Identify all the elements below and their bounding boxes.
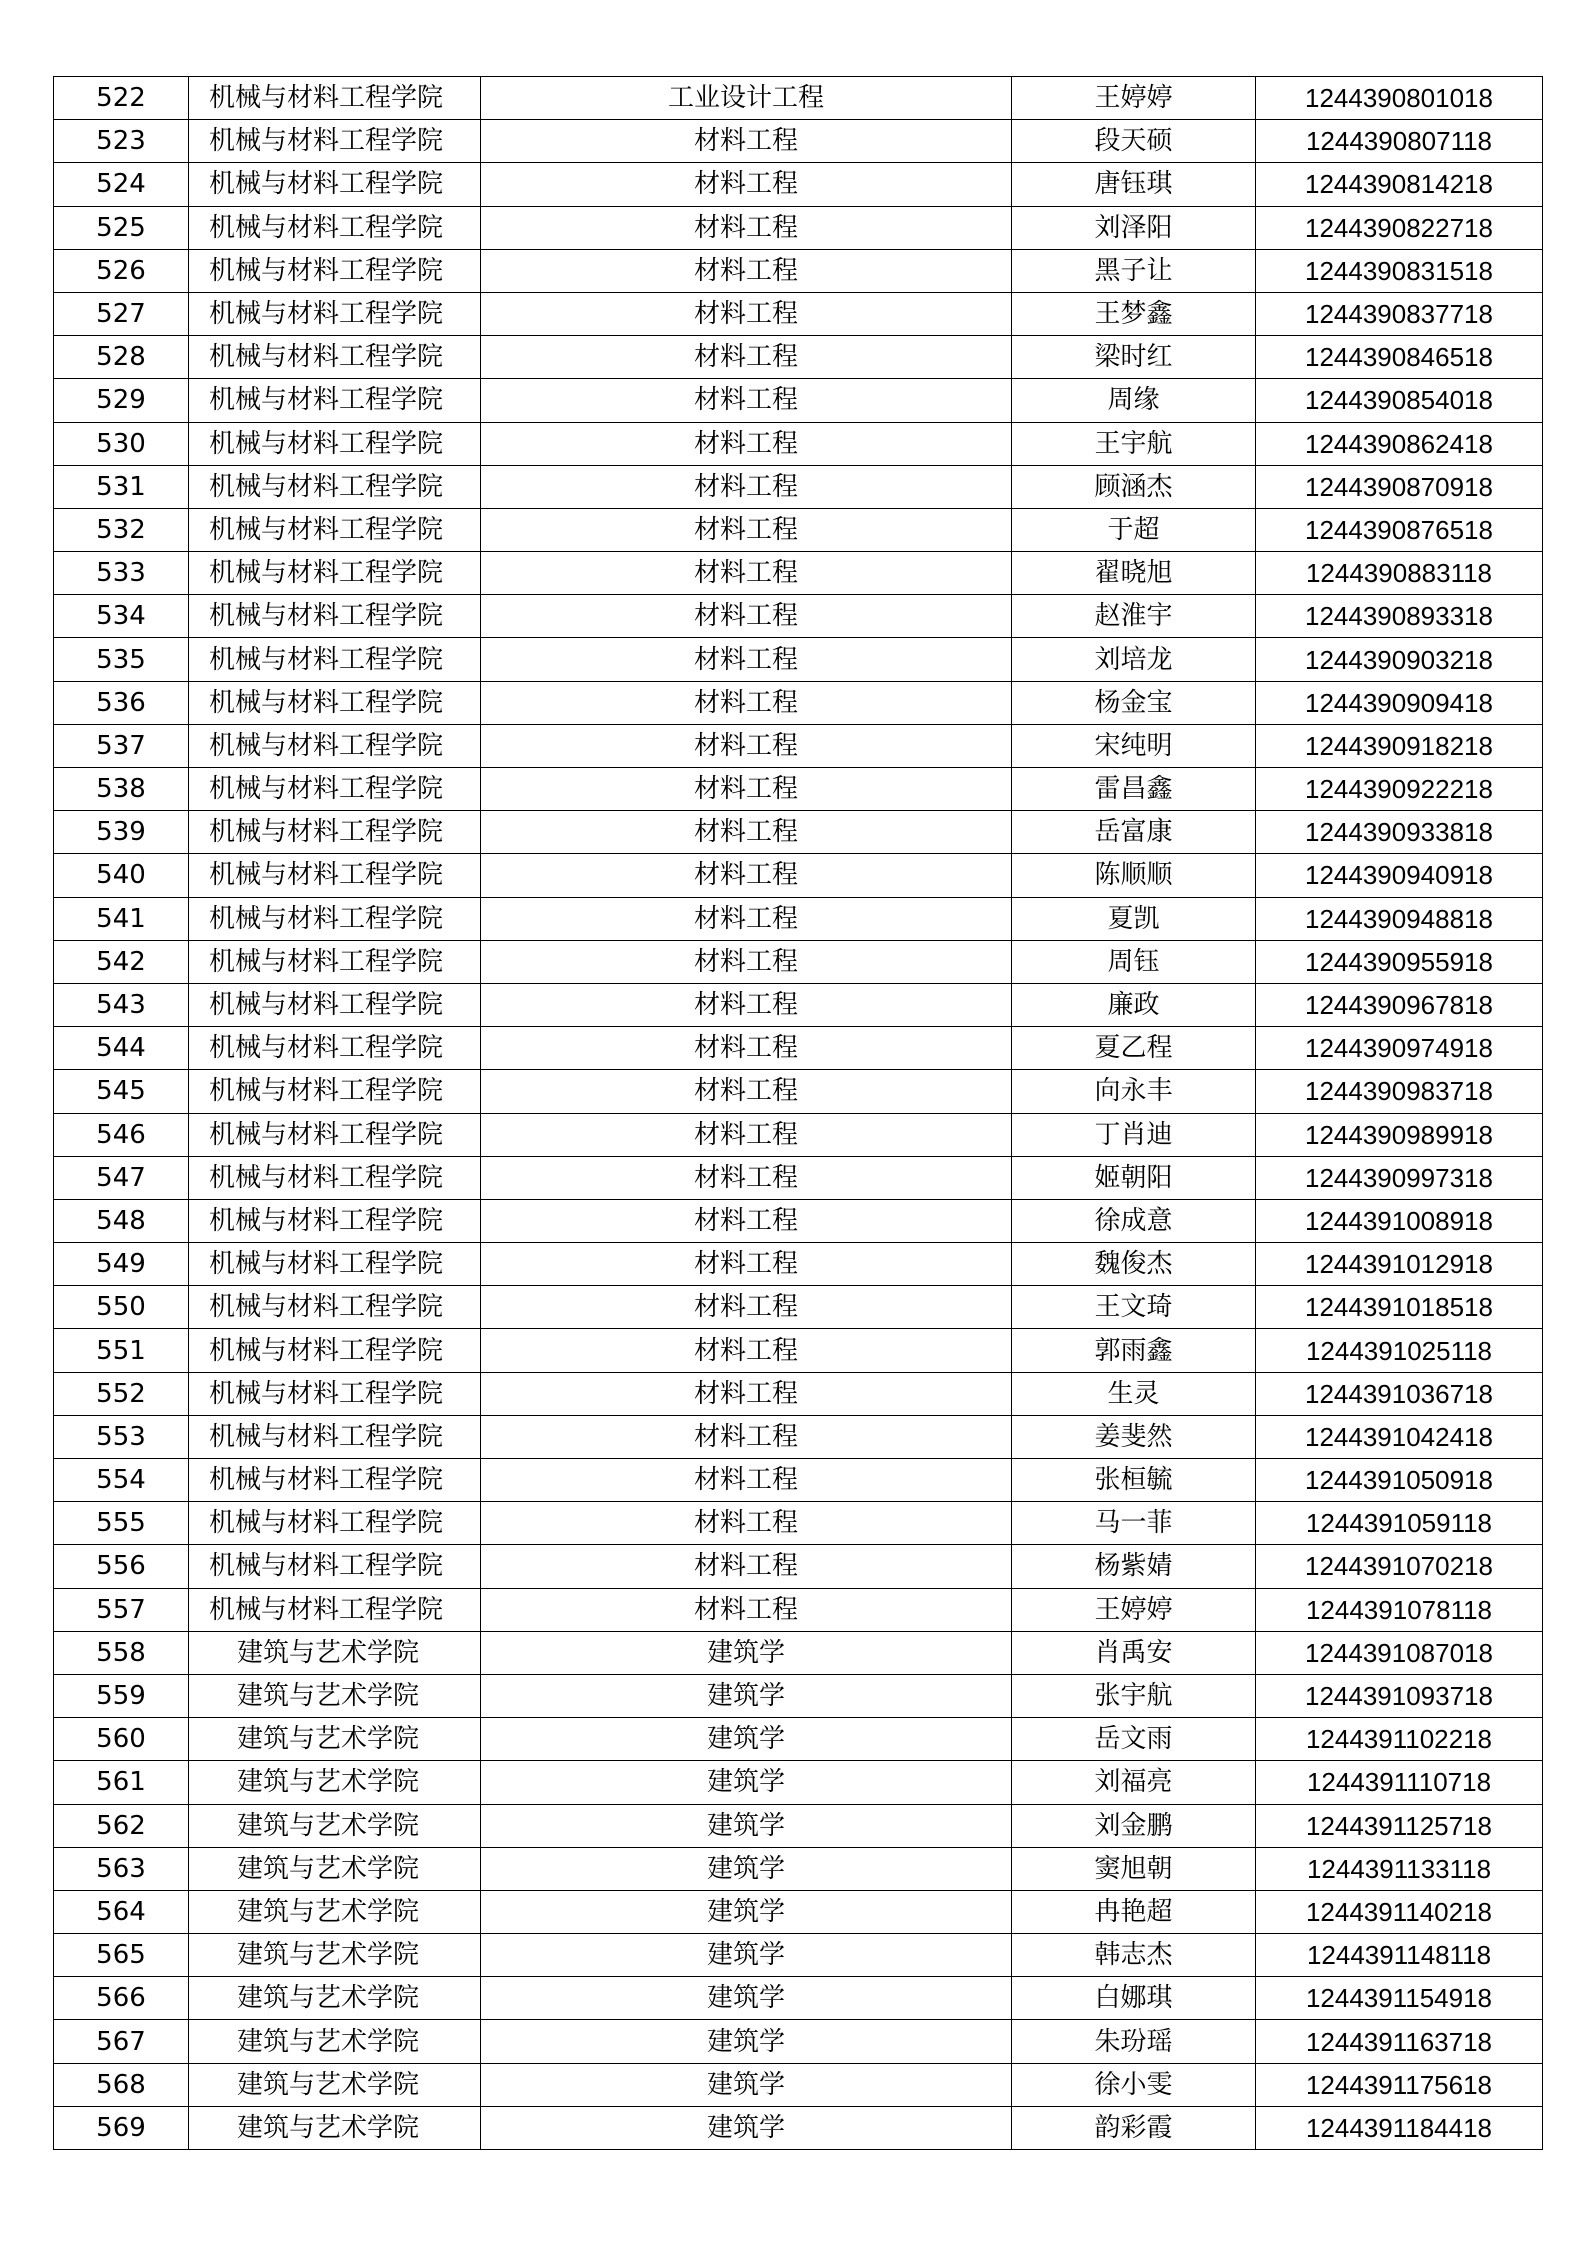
table-row xyxy=(54,1761,1543,1804)
name-cell: 徐小雯 xyxy=(1012,2063,1256,2106)
name-cell: 雷昌鑫 xyxy=(1012,768,1256,811)
exam-id-cell: 1244390948818 xyxy=(1256,897,1543,940)
college-cell: 机械与材料工程学院 xyxy=(189,1588,481,1631)
table-row xyxy=(54,2106,1543,2149)
table-row xyxy=(54,120,1543,163)
college-cell: 建筑与艺术学院 xyxy=(189,1934,481,1977)
row-number-cell: 524 xyxy=(54,163,189,206)
table-row xyxy=(54,1847,1543,1890)
college-cell: 机械与材料工程学院 xyxy=(189,292,481,335)
college-cell: 机械与材料工程学院 xyxy=(189,940,481,983)
college-cell: 机械与材料工程学院 xyxy=(189,422,481,465)
row-number-cell: 536 xyxy=(54,681,189,724)
table-row xyxy=(54,1243,1543,1286)
table-row xyxy=(54,638,1543,681)
college-cell: 建筑与艺术学院 xyxy=(189,1847,481,1890)
name-cell: 周缘 xyxy=(1012,379,1256,422)
exam-id-cell: 1244390983718 xyxy=(1256,1070,1543,1113)
exam-id-cell: 1244391012918 xyxy=(1256,1243,1543,1286)
name-cell: 岳文雨 xyxy=(1012,1718,1256,1761)
name-cell: 王文琦 xyxy=(1012,1286,1256,1329)
major-cell: 建筑学 xyxy=(481,1890,1012,1933)
name-cell: 刘泽阳 xyxy=(1012,206,1256,249)
name-cell: 廉政 xyxy=(1012,983,1256,1026)
row-number-cell: 563 xyxy=(54,1847,189,1890)
row-number-cell: 533 xyxy=(54,552,189,595)
table-row xyxy=(54,1415,1543,1458)
major-cell: 建筑学 xyxy=(481,1934,1012,1977)
college-cell: 机械与材料工程学院 xyxy=(189,465,481,508)
name-cell: 杨紫婧 xyxy=(1012,1545,1256,1588)
exam-id-cell: 1244391050918 xyxy=(1256,1459,1543,1502)
table-row xyxy=(54,983,1543,1026)
major-cell: 材料工程 xyxy=(481,724,1012,767)
exam-id-cell: 1244390955918 xyxy=(1256,940,1543,983)
table-row xyxy=(54,1502,1543,1545)
exam-id-cell: 1244390854018 xyxy=(1256,379,1543,422)
name-cell: 段天硕 xyxy=(1012,120,1256,163)
exam-id-cell: 1244390893318 xyxy=(1256,595,1543,638)
major-cell: 材料工程 xyxy=(481,163,1012,206)
exam-id-cell: 1244391102218 xyxy=(1256,1718,1543,1761)
row-number-cell: 526 xyxy=(54,249,189,292)
row-number-cell: 556 xyxy=(54,1545,189,1588)
college-cell: 机械与材料工程学院 xyxy=(189,1156,481,1199)
row-number-cell: 566 xyxy=(54,1977,189,2020)
exam-id-cell: 1244390814218 xyxy=(1256,163,1543,206)
name-cell: 韵彩霞 xyxy=(1012,2106,1256,2149)
major-cell: 材料工程 xyxy=(481,1459,1012,1502)
table-row xyxy=(54,1113,1543,1156)
row-number-cell: 523 xyxy=(54,120,189,163)
exam-id-cell: 1244391093718 xyxy=(1256,1674,1543,1717)
college-cell: 机械与材料工程学院 xyxy=(189,552,481,595)
major-cell: 材料工程 xyxy=(481,1329,1012,1372)
table-row xyxy=(54,1329,1543,1372)
exam-id-cell: 1244391140218 xyxy=(1256,1890,1543,1933)
college-cell: 机械与材料工程学院 xyxy=(189,681,481,724)
name-cell: 朱玢瑶 xyxy=(1012,2020,1256,2063)
table-row xyxy=(54,508,1543,551)
name-cell: 王宇航 xyxy=(1012,422,1256,465)
table-row xyxy=(54,77,1543,120)
exam-id-cell: 1244390807118 xyxy=(1256,120,1543,163)
row-number-cell: 535 xyxy=(54,638,189,681)
table-row xyxy=(54,552,1543,595)
major-cell: 材料工程 xyxy=(481,811,1012,854)
table-row xyxy=(54,1372,1543,1415)
row-number-cell: 547 xyxy=(54,1156,189,1199)
exam-id-cell: 1244390918218 xyxy=(1256,724,1543,767)
table-row xyxy=(54,1199,1543,1242)
college-cell: 建筑与艺术学院 xyxy=(189,1977,481,2020)
college-cell: 机械与材料工程学院 xyxy=(189,249,481,292)
row-number-cell: 550 xyxy=(54,1286,189,1329)
table-row xyxy=(54,163,1543,206)
name-cell: 王婷婷 xyxy=(1012,1588,1256,1631)
table-row xyxy=(54,1027,1543,1070)
college-cell: 机械与材料工程学院 xyxy=(189,1286,481,1329)
table-row xyxy=(54,1674,1543,1717)
row-number-cell: 551 xyxy=(54,1329,189,1372)
major-cell: 材料工程 xyxy=(481,897,1012,940)
name-cell: 魏俊杰 xyxy=(1012,1243,1256,1286)
college-cell: 机械与材料工程学院 xyxy=(189,206,481,249)
exam-id-cell: 1244390801018 xyxy=(1256,77,1543,120)
row-number-cell: 555 xyxy=(54,1502,189,1545)
college-cell: 机械与材料工程学院 xyxy=(189,1415,481,1458)
table-row xyxy=(54,249,1543,292)
name-cell: 徐成意 xyxy=(1012,1199,1256,1242)
name-cell: 马一菲 xyxy=(1012,1502,1256,1545)
exam-id-cell: 1244390909418 xyxy=(1256,681,1543,724)
table-row xyxy=(54,1934,1543,1977)
college-cell: 机械与材料工程学院 xyxy=(189,379,481,422)
major-cell: 材料工程 xyxy=(481,379,1012,422)
exam-id-cell: 1244391070218 xyxy=(1256,1545,1543,1588)
table-row xyxy=(54,854,1543,897)
major-cell: 材料工程 xyxy=(481,508,1012,551)
college-cell: 机械与材料工程学院 xyxy=(189,1199,481,1242)
major-cell: 材料工程 xyxy=(481,206,1012,249)
name-cell: 冉艳超 xyxy=(1012,1890,1256,1933)
row-number-cell: 562 xyxy=(54,1804,189,1847)
row-number-cell: 525 xyxy=(54,206,189,249)
major-cell: 材料工程 xyxy=(481,768,1012,811)
student-list-table xyxy=(53,76,1543,2150)
name-cell: 夏凯 xyxy=(1012,897,1256,940)
name-cell: 刘培龙 xyxy=(1012,638,1256,681)
name-cell: 王梦鑫 xyxy=(1012,292,1256,335)
row-number-cell: 546 xyxy=(54,1113,189,1156)
row-number-cell: 558 xyxy=(54,1631,189,1674)
name-cell: 向永丰 xyxy=(1012,1070,1256,1113)
exam-id-cell: 1244391125718 xyxy=(1256,1804,1543,1847)
college-cell: 机械与材料工程学院 xyxy=(189,1545,481,1588)
college-cell: 机械与材料工程学院 xyxy=(189,1502,481,1545)
exam-id-cell: 1244391059118 xyxy=(1256,1502,1543,1545)
name-cell: 郭雨鑫 xyxy=(1012,1329,1256,1372)
table-row xyxy=(54,1631,1543,1674)
major-cell: 材料工程 xyxy=(481,1199,1012,1242)
table-row xyxy=(54,465,1543,508)
major-cell: 材料工程 xyxy=(481,465,1012,508)
exam-id-cell: 1244391087018 xyxy=(1256,1631,1543,1674)
major-cell: 材料工程 xyxy=(481,422,1012,465)
name-cell: 姬朝阳 xyxy=(1012,1156,1256,1199)
row-number-cell: 529 xyxy=(54,379,189,422)
table-row xyxy=(54,422,1543,465)
exam-id-cell: 1244391148118 xyxy=(1256,1934,1543,1977)
major-cell: 建筑学 xyxy=(481,1761,1012,1804)
college-cell: 机械与材料工程学院 xyxy=(189,1070,481,1113)
table-row xyxy=(54,1890,1543,1933)
college-cell: 机械与材料工程学院 xyxy=(189,77,481,120)
college-cell: 机械与材料工程学院 xyxy=(189,1372,481,1415)
major-cell: 建筑学 xyxy=(481,1977,1012,2020)
name-cell: 翟晓旭 xyxy=(1012,552,1256,595)
row-number-cell: 561 xyxy=(54,1761,189,1804)
exam-id-cell: 1244391184418 xyxy=(1256,2106,1543,2149)
name-cell: 生灵 xyxy=(1012,1372,1256,1415)
major-cell: 建筑学 xyxy=(481,2020,1012,2063)
major-cell: 材料工程 xyxy=(481,1372,1012,1415)
name-cell: 窦旭朝 xyxy=(1012,1847,1256,1890)
name-cell: 刘福亮 xyxy=(1012,1761,1256,1804)
exam-id-cell: 1244390870918 xyxy=(1256,465,1543,508)
name-cell: 赵淮宇 xyxy=(1012,595,1256,638)
college-cell: 机械与材料工程学院 xyxy=(189,811,481,854)
major-cell: 建筑学 xyxy=(481,2106,1012,2149)
row-number-cell: 538 xyxy=(54,768,189,811)
name-cell: 白娜琪 xyxy=(1012,1977,1256,2020)
table-row xyxy=(54,1156,1543,1199)
major-cell: 材料工程 xyxy=(481,552,1012,595)
row-number-cell: 527 xyxy=(54,292,189,335)
row-number-cell: 559 xyxy=(54,1674,189,1717)
college-cell: 机械与材料工程学院 xyxy=(189,897,481,940)
college-cell: 机械与材料工程学院 xyxy=(189,1113,481,1156)
college-cell: 建筑与艺术学院 xyxy=(189,1804,481,1847)
major-cell: 材料工程 xyxy=(481,1027,1012,1070)
exam-id-cell: 1244391018518 xyxy=(1256,1286,1543,1329)
table-row xyxy=(54,379,1543,422)
college-cell: 机械与材料工程学院 xyxy=(189,120,481,163)
row-number-cell: 532 xyxy=(54,508,189,551)
name-cell: 丁肖迪 xyxy=(1012,1113,1256,1156)
college-cell: 机械与材料工程学院 xyxy=(189,595,481,638)
row-number-cell: 542 xyxy=(54,940,189,983)
name-cell: 肖禹安 xyxy=(1012,1631,1256,1674)
row-number-cell: 544 xyxy=(54,1027,189,1070)
college-cell: 机械与材料工程学院 xyxy=(189,638,481,681)
name-cell: 韩志杰 xyxy=(1012,1934,1256,1977)
college-cell: 建筑与艺术学院 xyxy=(189,2106,481,2149)
row-number-cell: 537 xyxy=(54,724,189,767)
name-cell: 宋纯明 xyxy=(1012,724,1256,767)
major-cell: 材料工程 xyxy=(481,292,1012,335)
row-number-cell: 534 xyxy=(54,595,189,638)
exam-id-cell: 1244390822718 xyxy=(1256,206,1543,249)
major-cell: 材料工程 xyxy=(481,1156,1012,1199)
college-cell: 建筑与艺术学院 xyxy=(189,1674,481,1717)
row-number-cell: 567 xyxy=(54,2020,189,2063)
name-cell: 于超 xyxy=(1012,508,1256,551)
college-cell: 建筑与艺术学院 xyxy=(189,2063,481,2106)
table-row xyxy=(54,1286,1543,1329)
name-cell: 王婷婷 xyxy=(1012,77,1256,120)
table-row xyxy=(54,811,1543,854)
exam-id-cell: 1244390922218 xyxy=(1256,768,1543,811)
table-body xyxy=(54,77,1543,2150)
major-cell: 工业设计工程 xyxy=(481,77,1012,120)
major-cell: 材料工程 xyxy=(481,638,1012,681)
major-cell: 材料工程 xyxy=(481,120,1012,163)
name-cell: 张宇航 xyxy=(1012,1674,1256,1717)
major-cell: 材料工程 xyxy=(481,1243,1012,1286)
exam-id-cell: 1244390831518 xyxy=(1256,249,1543,292)
row-number-cell: 564 xyxy=(54,1890,189,1933)
exam-id-cell: 1244391110718 xyxy=(1256,1761,1543,1804)
row-number-cell: 554 xyxy=(54,1459,189,1502)
major-cell: 材料工程 xyxy=(481,595,1012,638)
row-number-cell: 560 xyxy=(54,1718,189,1761)
name-cell: 夏乙程 xyxy=(1012,1027,1256,1070)
major-cell: 材料工程 xyxy=(481,854,1012,897)
row-number-cell: 528 xyxy=(54,336,189,379)
row-number-cell: 539 xyxy=(54,811,189,854)
table-row xyxy=(54,206,1543,249)
exam-id-cell: 1244391133118 xyxy=(1256,1847,1543,1890)
exam-id-cell: 1244391154918 xyxy=(1256,1977,1543,2020)
major-cell: 材料工程 xyxy=(481,1502,1012,1545)
college-cell: 机械与材料工程学院 xyxy=(189,768,481,811)
major-cell: 建筑学 xyxy=(481,2063,1012,2106)
college-cell: 建筑与艺术学院 xyxy=(189,1631,481,1674)
table-row xyxy=(54,292,1543,335)
table-row xyxy=(54,2020,1543,2063)
table-row xyxy=(54,1070,1543,1113)
table-row xyxy=(54,1459,1543,1502)
exam-id-cell: 1244390974918 xyxy=(1256,1027,1543,1070)
exam-id-cell: 1244391042418 xyxy=(1256,1415,1543,1458)
name-cell: 黑子让 xyxy=(1012,249,1256,292)
row-number-cell: 540 xyxy=(54,854,189,897)
major-cell: 材料工程 xyxy=(481,940,1012,983)
major-cell: 材料工程 xyxy=(481,1588,1012,1631)
exam-id-cell: 1244391008918 xyxy=(1256,1199,1543,1242)
college-cell: 机械与材料工程学院 xyxy=(189,1329,481,1372)
name-cell: 唐钰琪 xyxy=(1012,163,1256,206)
row-number-cell: 545 xyxy=(54,1070,189,1113)
name-cell: 顾涵杰 xyxy=(1012,465,1256,508)
row-number-cell: 569 xyxy=(54,2106,189,2149)
exam-id-cell: 1244391036718 xyxy=(1256,1372,1543,1415)
major-cell: 材料工程 xyxy=(481,681,1012,724)
major-cell: 材料工程 xyxy=(481,1113,1012,1156)
name-cell: 张桓毓 xyxy=(1012,1459,1256,1502)
table-row xyxy=(54,1718,1543,1761)
name-cell: 刘金鹏 xyxy=(1012,1804,1256,1847)
college-cell: 机械与材料工程学院 xyxy=(189,336,481,379)
exam-id-cell: 1244391175618 xyxy=(1256,2063,1543,2106)
table-row xyxy=(54,2063,1543,2106)
row-number-cell: 565 xyxy=(54,1934,189,1977)
major-cell: 建筑学 xyxy=(481,1718,1012,1761)
name-cell: 周钰 xyxy=(1012,940,1256,983)
name-cell: 陈顺顺 xyxy=(1012,854,1256,897)
exam-id-cell: 1244390837718 xyxy=(1256,292,1543,335)
table-row xyxy=(54,940,1543,983)
exam-id-cell: 1244390967818 xyxy=(1256,983,1543,1026)
exam-id-cell: 1244390876518 xyxy=(1256,508,1543,551)
major-cell: 材料工程 xyxy=(481,336,1012,379)
college-cell: 建筑与艺术学院 xyxy=(189,1761,481,1804)
college-cell: 机械与材料工程学院 xyxy=(189,1243,481,1286)
exam-id-cell: 1244391163718 xyxy=(1256,2020,1543,2063)
table-row xyxy=(54,336,1543,379)
major-cell: 材料工程 xyxy=(481,1415,1012,1458)
table-row xyxy=(54,1545,1543,1588)
exam-id-cell: 1244390883118 xyxy=(1256,552,1543,595)
major-cell: 建筑学 xyxy=(481,1804,1012,1847)
row-number-cell: 552 xyxy=(54,1372,189,1415)
table-row xyxy=(54,1804,1543,1847)
college-cell: 建筑与艺术学院 xyxy=(189,2020,481,2063)
exam-id-cell: 1244391025118 xyxy=(1256,1329,1543,1372)
table-row xyxy=(54,724,1543,767)
college-cell: 机械与材料工程学院 xyxy=(189,854,481,897)
row-number-cell: 553 xyxy=(54,1415,189,1458)
table-row xyxy=(54,897,1543,940)
exam-id-cell: 1244390997318 xyxy=(1256,1156,1543,1199)
college-cell: 机械与材料工程学院 xyxy=(189,724,481,767)
college-cell: 机械与材料工程学院 xyxy=(189,508,481,551)
row-number-cell: 557 xyxy=(54,1588,189,1631)
major-cell: 材料工程 xyxy=(481,983,1012,1026)
major-cell: 材料工程 xyxy=(481,1070,1012,1113)
row-number-cell: 541 xyxy=(54,897,189,940)
name-cell: 梁时红 xyxy=(1012,336,1256,379)
college-cell: 机械与材料工程学院 xyxy=(189,1459,481,1502)
college-cell: 建筑与艺术学院 xyxy=(189,1890,481,1933)
row-number-cell: 522 xyxy=(54,77,189,120)
major-cell: 建筑学 xyxy=(481,1674,1012,1717)
name-cell: 岳富康 xyxy=(1012,811,1256,854)
row-number-cell: 548 xyxy=(54,1199,189,1242)
row-number-cell: 568 xyxy=(54,2063,189,2106)
table-row xyxy=(54,681,1543,724)
name-cell: 姜斐然 xyxy=(1012,1415,1256,1458)
row-number-cell: 549 xyxy=(54,1243,189,1286)
college-cell: 机械与材料工程学院 xyxy=(189,1027,481,1070)
exam-id-cell: 1244390933818 xyxy=(1256,811,1543,854)
row-number-cell: 531 xyxy=(54,465,189,508)
table-row xyxy=(54,595,1543,638)
college-cell: 建筑与艺术学院 xyxy=(189,1718,481,1761)
row-number-cell: 543 xyxy=(54,983,189,1026)
exam-id-cell: 1244390989918 xyxy=(1256,1113,1543,1156)
row-number-cell: 530 xyxy=(54,422,189,465)
table-row xyxy=(54,1588,1543,1631)
name-cell: 杨金宝 xyxy=(1012,681,1256,724)
major-cell: 材料工程 xyxy=(481,1286,1012,1329)
college-cell: 机械与材料工程学院 xyxy=(189,983,481,1026)
major-cell: 建筑学 xyxy=(481,1631,1012,1674)
exam-id-cell: 1244390940918 xyxy=(1256,854,1543,897)
major-cell: 材料工程 xyxy=(481,249,1012,292)
exam-id-cell: 1244390862418 xyxy=(1256,422,1543,465)
exam-id-cell: 1244390846518 xyxy=(1256,336,1543,379)
table-row xyxy=(54,1977,1543,2020)
major-cell: 材料工程 xyxy=(481,1545,1012,1588)
exam-id-cell: 1244391078118 xyxy=(1256,1588,1543,1631)
exam-id-cell: 1244390903218 xyxy=(1256,638,1543,681)
college-cell: 机械与材料工程学院 xyxy=(189,163,481,206)
table-row xyxy=(54,768,1543,811)
major-cell: 建筑学 xyxy=(481,1847,1012,1890)
